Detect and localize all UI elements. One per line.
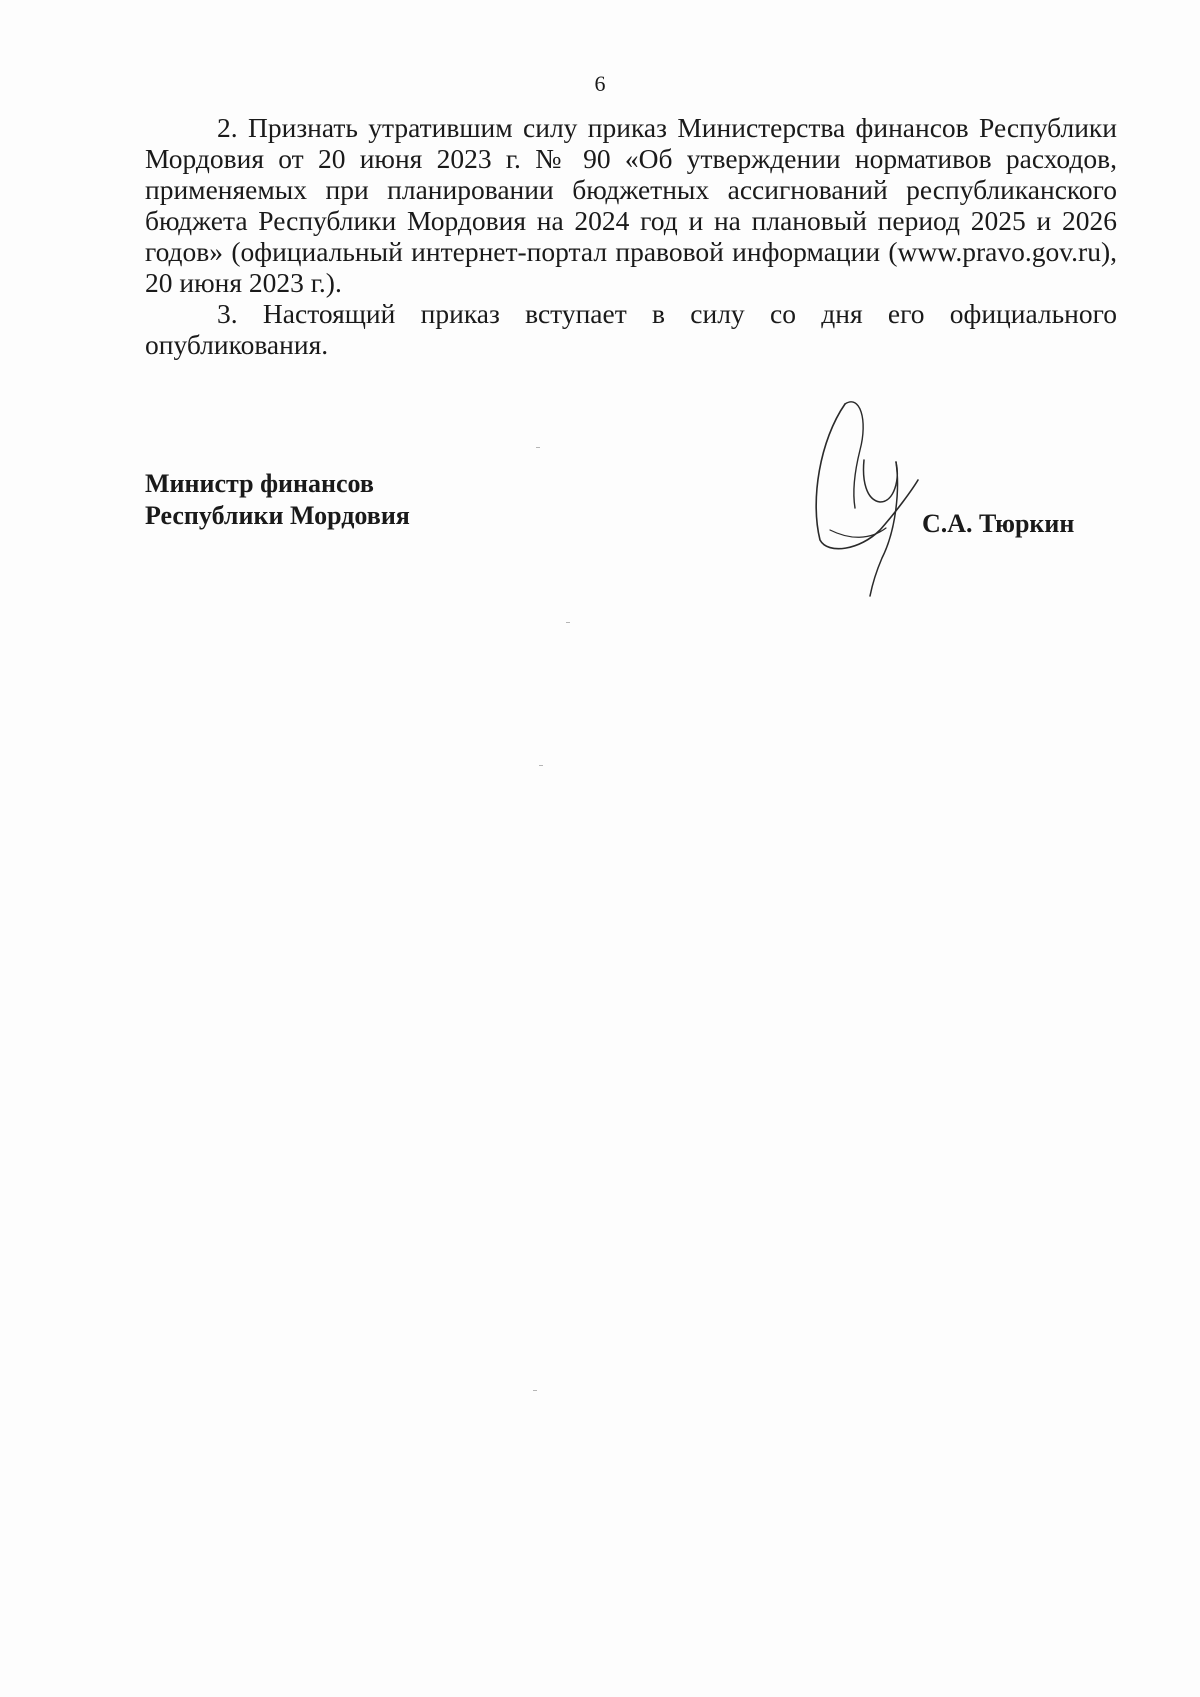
signatory-name: С.А. Тюркин [922, 509, 1075, 538]
paragraph-2: 2. Признать утратившим силу приказ Министерства финансов Республики Мордовия от 20 июня 2023 г. № 90 «Об утверждении нормативов расходов, применяемых при планировании бюджетных ассигнований республиканского бюджета Республики Мордовия на 2024 год и на плановый период 2025 и 2026 годов» (официальный интернет-портал правовой информации (www.pravo.gov.ru), 20 июня 2023 г.). [145, 112, 1117, 298]
handwritten-signature-icon [800, 390, 940, 600]
signatory-position-line-1: Министр финансов [145, 469, 374, 498]
signatory-position-line-2: Республики Мордовия [145, 501, 410, 530]
scan-speck [536, 447, 540, 448]
scan-speck [566, 622, 570, 623]
page-number: 6 [594, 71, 606, 96]
paragraph-3: 3. Настоящий приказ вступает в силу со дня его официального опубликования. [145, 298, 1117, 360]
signatory-position [145, 468, 410, 532]
document-body [145, 112, 1117, 360]
scan-speck [533, 1390, 537, 1391]
scan-speck [539, 765, 543, 766]
